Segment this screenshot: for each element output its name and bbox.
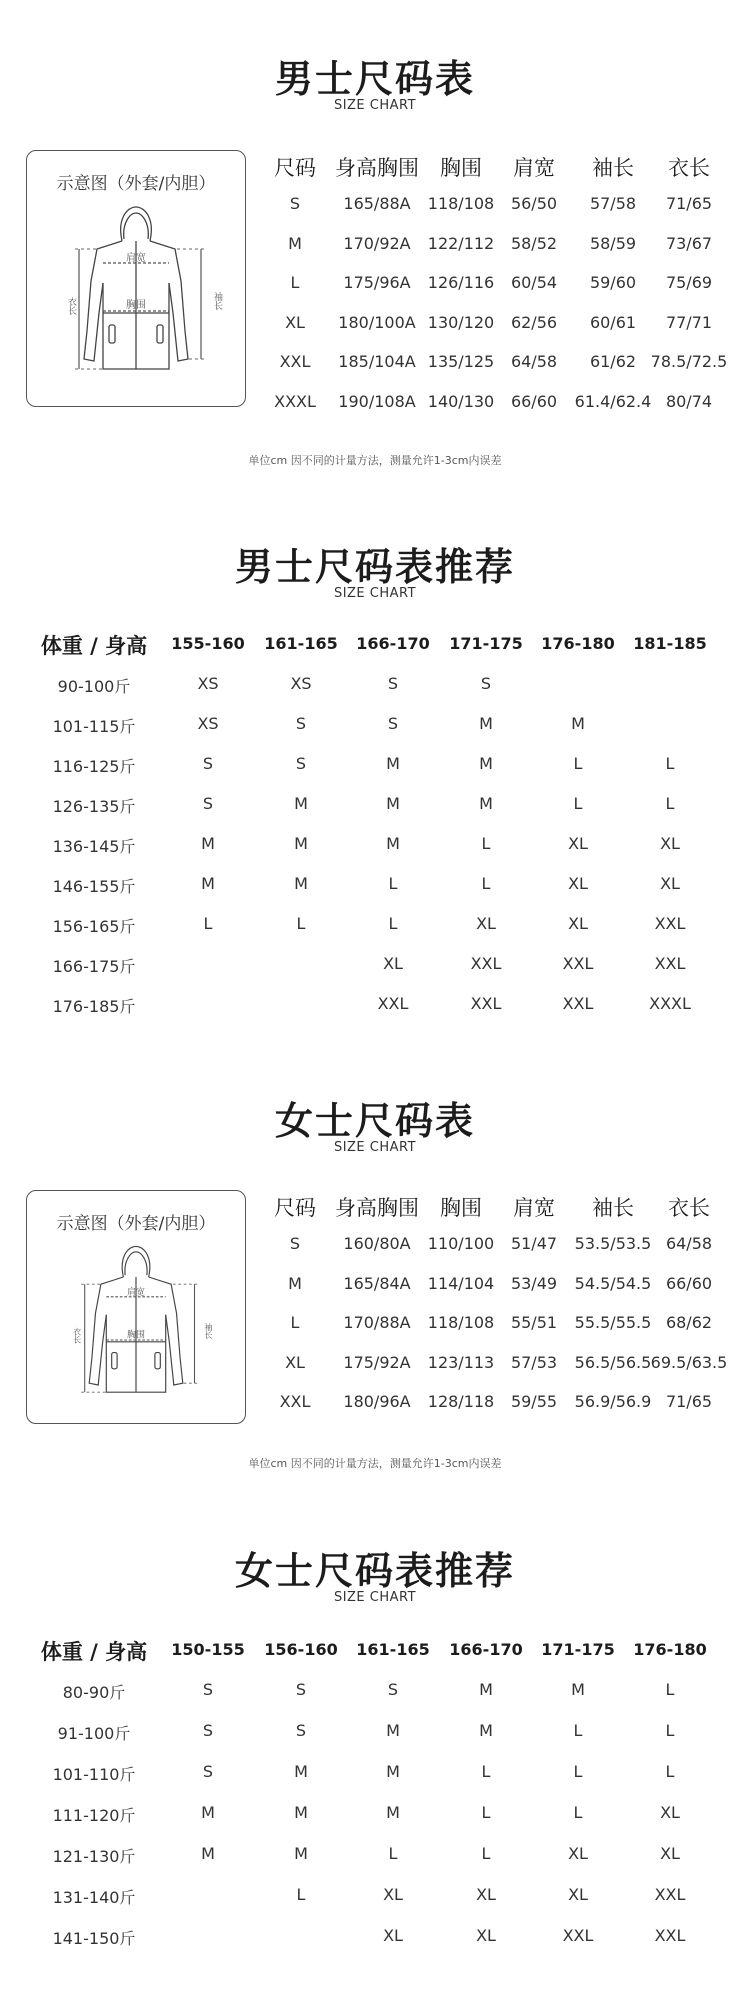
size-cell: M xyxy=(294,1844,308,1863)
women-diagram-box xyxy=(26,1190,246,1424)
size-cell: XXL xyxy=(654,1926,686,1945)
table-cell: M xyxy=(288,233,302,253)
men-rec-title: 男士尺码表推荐 xyxy=(234,545,515,589)
size-cell: XXL xyxy=(562,1926,594,1945)
table-cell: 64/58 xyxy=(510,352,558,371)
column-header: 衣长 xyxy=(668,1196,710,1220)
size-cell: S xyxy=(202,794,214,813)
table-cell: XXL xyxy=(279,1392,311,1411)
size-cell: XL xyxy=(476,914,496,933)
table-cell: 118/108 xyxy=(427,194,495,213)
table-cell: 126/116 xyxy=(427,273,495,292)
table-cell: 114/104 xyxy=(427,1273,495,1293)
weight-label: 101-110斤 xyxy=(52,1765,136,1784)
weight-label: 90-100斤 xyxy=(57,677,131,696)
chest-label: 胸围 xyxy=(126,300,146,311)
column-header: 肩宽 xyxy=(513,156,555,180)
size-cell: L xyxy=(573,1762,583,1781)
size-cell: XL xyxy=(568,1885,588,1904)
sleeve-label: 袖长 xyxy=(212,292,222,310)
size-cell: XL xyxy=(660,1844,680,1863)
table-cell: 128/118 xyxy=(427,1392,495,1411)
table-cell: S xyxy=(289,1234,301,1253)
size-cell: L xyxy=(481,1762,491,1781)
table-cell: 71/65 xyxy=(665,1392,713,1411)
size-cell: L xyxy=(573,754,583,773)
size-cell: M xyxy=(386,1803,400,1822)
height-header: 176-180 xyxy=(541,634,615,653)
table-cell: 61/62 xyxy=(589,352,637,371)
size-cell: L xyxy=(296,1885,306,1904)
weight-label: 91-100斤 xyxy=(57,1724,131,1743)
size-cell: M xyxy=(479,1721,493,1740)
table-cell: 71/65 xyxy=(665,194,713,213)
table-cell: 56.9/56.9 xyxy=(574,1392,652,1411)
table-cell: 190/108A xyxy=(338,391,416,411)
table-cell: 78.5/72.5 xyxy=(650,352,728,371)
size-cell: M xyxy=(201,1844,215,1863)
table-cell: L xyxy=(290,273,300,292)
size-cell: L xyxy=(481,1844,491,1863)
table-cell: XL xyxy=(285,1352,305,1372)
table-cell: 51/47 xyxy=(510,1234,558,1253)
size-cell: M xyxy=(294,794,308,813)
table-cell: 62/56 xyxy=(510,312,558,332)
size-cell: M xyxy=(294,834,308,853)
size-cell: M xyxy=(571,714,585,733)
size-cell: XS xyxy=(197,674,219,693)
table-cell: 75/69 xyxy=(665,273,713,292)
size-cell: XL xyxy=(476,1885,496,1904)
size-cell: XXXL xyxy=(649,994,691,1013)
table-cell: 180/100A xyxy=(338,312,416,332)
sleeve-label: 袖长 xyxy=(203,1322,214,1340)
table-cell: 175/96A xyxy=(343,273,411,292)
women-rec-subtitle: SIZE CHART xyxy=(333,1590,417,1605)
table-cell: 55/51 xyxy=(510,1313,558,1332)
table-cell: S xyxy=(289,194,301,213)
table-cell: 123/113 xyxy=(427,1352,495,1372)
size-cell: L xyxy=(665,754,675,773)
weight-label: 156-165斤 xyxy=(52,917,136,936)
table-cell: 130/120 xyxy=(427,312,495,332)
table-cell: XXXL xyxy=(274,391,316,411)
diagram-label: 示意图（外套/内胆） xyxy=(56,1214,216,1234)
size-cell: L xyxy=(481,1803,491,1822)
table-cell: 135/125 xyxy=(427,352,495,371)
table-cell: 110/100 xyxy=(427,1234,495,1253)
size-cell: XL xyxy=(568,914,588,933)
weight-label: 136-145斤 xyxy=(52,837,136,856)
table-cell: 165/84A xyxy=(343,1273,411,1293)
weight-label: 131-140斤 xyxy=(52,1888,136,1907)
weight-label: 141-150斤 xyxy=(52,1929,136,1948)
size-cell: L xyxy=(203,914,213,933)
chest-label: 胸围 xyxy=(126,1330,146,1341)
size-cell: L xyxy=(665,1762,675,1781)
size-cell: M xyxy=(571,1680,585,1699)
column-header: 袖长 xyxy=(592,1196,634,1220)
jacket-diagram-icon xyxy=(27,1241,245,1421)
size-cell: XXL xyxy=(470,954,502,973)
table-cell: XL xyxy=(285,312,305,332)
table-cell: 160/80A xyxy=(343,1234,411,1253)
table-cell: 60/61 xyxy=(589,312,637,332)
size-cell: XXL xyxy=(654,914,686,933)
size-cell: S xyxy=(387,1680,399,1699)
size-cell: XS xyxy=(197,714,219,733)
table-cell: 55.5/55.5 xyxy=(574,1313,652,1332)
size-cell: S xyxy=(202,1762,214,1781)
size-cell: M xyxy=(201,874,215,893)
length-label: 衣长 xyxy=(66,297,76,315)
table-cell: 59/55 xyxy=(510,1392,558,1411)
size-cell: M xyxy=(386,794,400,813)
table-cell: 66/60 xyxy=(665,1273,713,1293)
height-header: 181-185 xyxy=(633,634,707,653)
table-cell: 170/88A xyxy=(343,1313,411,1332)
size-cell: L xyxy=(665,1721,675,1740)
table-cell: 57/53 xyxy=(510,1352,558,1372)
size-cell: S xyxy=(202,754,214,773)
column-header: 袖长 xyxy=(592,156,634,180)
height-header: 176-180 xyxy=(633,1640,707,1659)
size-cell: M xyxy=(294,1803,308,1822)
height-header: 161-165 xyxy=(264,634,338,653)
table-cell: 80/74 xyxy=(665,391,713,411)
table-cell: 57/58 xyxy=(589,194,637,213)
shoulder-label: 肩宽 xyxy=(126,1288,146,1298)
men-size-subtitle: SIZE CHART xyxy=(333,98,417,113)
table-cell: 53/49 xyxy=(510,1273,558,1293)
size-cell: L xyxy=(388,874,398,893)
weight-label: 80-90斤 xyxy=(62,1683,126,1702)
column-header: 肩宽 xyxy=(513,1196,555,1220)
size-cell: XXL xyxy=(562,954,594,973)
column-header: 胸围 xyxy=(440,1196,482,1220)
size-cell: M xyxy=(386,834,400,853)
size-cell: L xyxy=(388,1844,398,1863)
table-cell: 58/59 xyxy=(589,233,637,253)
table-cell: 175/92A xyxy=(343,1352,411,1372)
size-cell: S xyxy=(295,1680,307,1699)
size-cell: XL xyxy=(660,874,680,893)
weight-label: 111-120斤 xyxy=(52,1806,136,1825)
height-header: 166-170 xyxy=(449,1640,523,1659)
column-header: 尺码 xyxy=(274,1196,316,1220)
weight-label: 146-155斤 xyxy=(52,877,136,896)
table-cell: 185/104A xyxy=(338,352,416,371)
size-cell: M xyxy=(294,1762,308,1781)
table-cell: 140/130 xyxy=(427,391,495,411)
size-cell: S xyxy=(295,754,307,773)
size-cell: S xyxy=(387,674,399,693)
size-cell: XL xyxy=(660,834,680,853)
size-cell: M xyxy=(201,1803,215,1822)
weight-label: 101-115斤 xyxy=(52,717,136,736)
size-cell: M xyxy=(294,874,308,893)
length-label: 衣长 xyxy=(72,1327,83,1344)
men-rec-subtitle: SIZE CHART xyxy=(333,586,417,601)
table-cell: 69.5/63.5 xyxy=(650,1352,728,1372)
table-cell: 77/71 xyxy=(665,312,713,332)
table-cell: 61.4/62.4 xyxy=(574,391,652,411)
size-cell: XL xyxy=(383,1885,403,1904)
size-cell: XL xyxy=(568,1844,588,1863)
height-header: 166-170 xyxy=(356,634,430,653)
size-cell: L xyxy=(481,874,491,893)
size-cell: XL xyxy=(383,954,403,973)
weight-label: 176-185斤 xyxy=(52,997,136,1016)
size-cell: XXL xyxy=(654,1885,686,1904)
size-cell: L xyxy=(388,914,398,933)
table-cell: XXL xyxy=(279,352,311,371)
size-cell: XXL xyxy=(654,954,686,973)
size-cell: XL xyxy=(383,1926,403,1945)
weight-label: 116-125斤 xyxy=(52,757,136,776)
height-header: 156-160 xyxy=(264,1640,338,1659)
size-cell: S xyxy=(202,1680,214,1699)
size-cell: L xyxy=(665,1680,675,1699)
women-size-note: 单位cm 因不同的计量方法，测量允许1-3cm内误差 xyxy=(248,1457,502,1470)
table-cell: M xyxy=(288,1273,302,1293)
height-header: 171-175 xyxy=(449,634,523,653)
size-cell: S xyxy=(387,714,399,733)
table-cell: 54.5/54.5 xyxy=(574,1273,652,1293)
height-header: 171-175 xyxy=(541,1640,615,1659)
diagram-label: 示意图（外套/内胆） xyxy=(56,174,216,194)
size-cell: L xyxy=(296,914,306,933)
size-cell: S xyxy=(295,714,307,733)
column-header: 衣长 xyxy=(668,156,710,180)
height-header: 161-165 xyxy=(356,1640,430,1659)
size-cell: XS xyxy=(290,674,312,693)
column-header: 尺码 xyxy=(274,156,316,180)
column-header: 胸围 xyxy=(440,156,482,180)
size-cell: XL xyxy=(568,874,588,893)
size-cell: L xyxy=(573,1721,583,1740)
weight-label: 166-175斤 xyxy=(52,957,136,976)
table-cell: 165/88A xyxy=(343,194,411,213)
weight-label: 126-135斤 xyxy=(52,797,136,816)
size-cell: XL xyxy=(568,834,588,853)
column-header: 身高胸围 xyxy=(335,156,419,180)
size-cell: M xyxy=(386,1721,400,1740)
size-cell: M xyxy=(479,754,493,773)
size-cell: S xyxy=(202,1721,214,1740)
size-cell: M xyxy=(386,754,400,773)
height-header: 150-155 xyxy=(171,1640,245,1659)
women-size-title: 女士尺码表 xyxy=(274,1099,475,1143)
size-cell: M xyxy=(479,794,493,813)
women-rec-title: 女士尺码表推荐 xyxy=(234,1549,515,1593)
size-cell: L xyxy=(665,794,675,813)
table-cell: 66/60 xyxy=(510,391,558,411)
jacket-diagram-icon xyxy=(27,201,245,401)
table-cell: 53.5/53.5 xyxy=(574,1234,652,1253)
table-cell: 59/60 xyxy=(589,273,637,292)
table-cell: 122/112 xyxy=(427,233,495,253)
men-size-note: 单位cm 因不同的计量方法，测量允许1-3cm内误差 xyxy=(248,454,502,467)
corner-header: 体重 / 身高 xyxy=(40,1640,148,1664)
height-header: 155-160 xyxy=(171,634,245,653)
table-cell: 73/67 xyxy=(665,233,713,253)
table-cell: 180/96A xyxy=(343,1392,411,1411)
size-cell: XXL xyxy=(377,994,409,1013)
table-cell: 68/62 xyxy=(665,1313,713,1332)
table-cell: L xyxy=(290,1313,300,1332)
size-cell: L xyxy=(573,794,583,813)
size-cell: M xyxy=(386,1762,400,1781)
column-header: 身高胸围 xyxy=(335,1196,419,1220)
size-cell: XL xyxy=(660,1803,680,1822)
table-cell: 170/92A xyxy=(343,233,411,253)
shoulder-label: 肩宽 xyxy=(126,253,146,264)
men-size-title: 男士尺码表 xyxy=(274,57,475,101)
size-cell: M xyxy=(479,714,493,733)
size-cell: L xyxy=(573,1803,583,1822)
corner-header: 体重 / 身高 xyxy=(40,634,148,658)
size-cell: S xyxy=(480,674,492,693)
table-cell: 60/54 xyxy=(510,273,558,292)
weight-label: 121-130斤 xyxy=(52,1847,136,1866)
men-diagram-box xyxy=(26,150,246,407)
women-size-subtitle: SIZE CHART xyxy=(333,1140,417,1155)
size-cell: XL xyxy=(476,1926,496,1945)
table-cell: 56/50 xyxy=(510,194,558,213)
table-cell: 56.5/56.5 xyxy=(574,1352,652,1372)
table-cell: 64/58 xyxy=(665,1234,713,1253)
size-cell: M xyxy=(201,834,215,853)
size-cell: XXL xyxy=(470,994,502,1013)
size-cell: M xyxy=(479,1680,493,1699)
size-cell: S xyxy=(295,1721,307,1740)
size-cell: L xyxy=(481,834,491,853)
table-cell: 58/52 xyxy=(510,233,558,253)
size-cell: XXL xyxy=(562,994,594,1013)
table-cell: 118/108 xyxy=(427,1313,495,1332)
